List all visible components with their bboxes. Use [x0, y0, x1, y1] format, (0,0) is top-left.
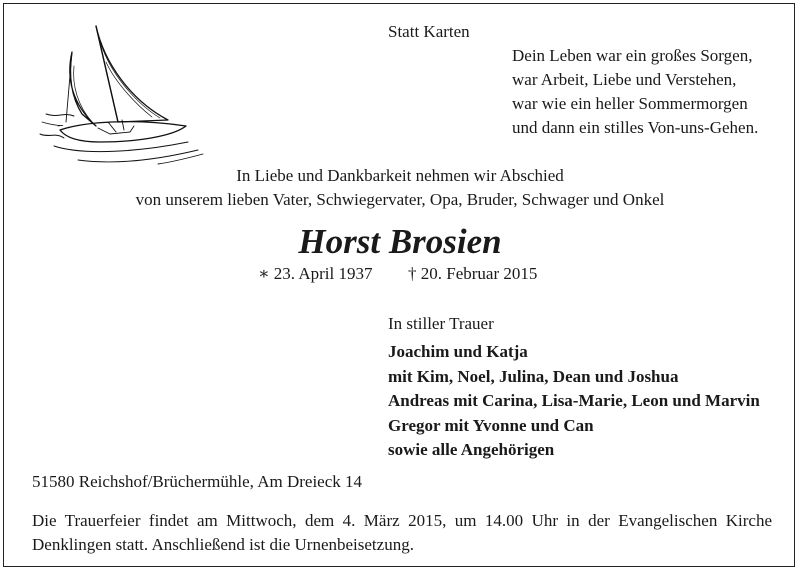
mourners-list — [388, 340, 760, 463]
mourner-line: sowie alle Angehörigen — [388, 440, 555, 459]
death-date: † 20. Februar 2015 — [408, 264, 538, 283]
address: 51580 Reichshof/Brüchermühle, Am Dreieck 14 — [32, 472, 363, 491]
deceased-name: Horst Brosien — [298, 222, 502, 261]
announcement-line-1: In Liebe und Dankbarkeit nehmen wir Abschied — [236, 166, 564, 185]
poem-line: und dann ein stilles Von-uns-Gehen. — [512, 118, 759, 137]
mourner-line: Gregor mit Yvonne und Can — [388, 415, 594, 435]
mourner-line: mit Kim, Noel, Julina, Dean und Joshua — [388, 366, 679, 386]
poem-line: Dein Leben war ein großes Sorgen, — [512, 46, 753, 65]
poem-line: war Arbeit, Liebe und Verstehen, — [512, 70, 737, 89]
sailboat-icon — [38, 22, 208, 172]
funeral-info: Die Trauerfeier findet am Mittwoch, dem 4. März 2015, um 14.00 Uhr in der Evangelischen Kirche Denklingen statt. Anschließend ist die Urnenbeisetzung. — [32, 511, 772, 554]
birth-date: ∗ 23. April 1937 — [258, 264, 373, 283]
poem-line: war wie ein heller Sommermorgen — [512, 94, 748, 113]
intro-text: Statt Karten — [388, 22, 470, 41]
mourner-line: Joachim und Katja — [388, 342, 528, 361]
mourner-line: Andreas mit Carina, Lisa-Marie, Leon und Marvin — [388, 391, 760, 410]
poem — [512, 44, 758, 140]
announcement-line-2: von unserem lieben Vater, Schwiegervater, Opa, Bruder, Schwager und Onkel — [135, 190, 665, 209]
mourners-intro: In stiller Trauer — [388, 314, 494, 333]
